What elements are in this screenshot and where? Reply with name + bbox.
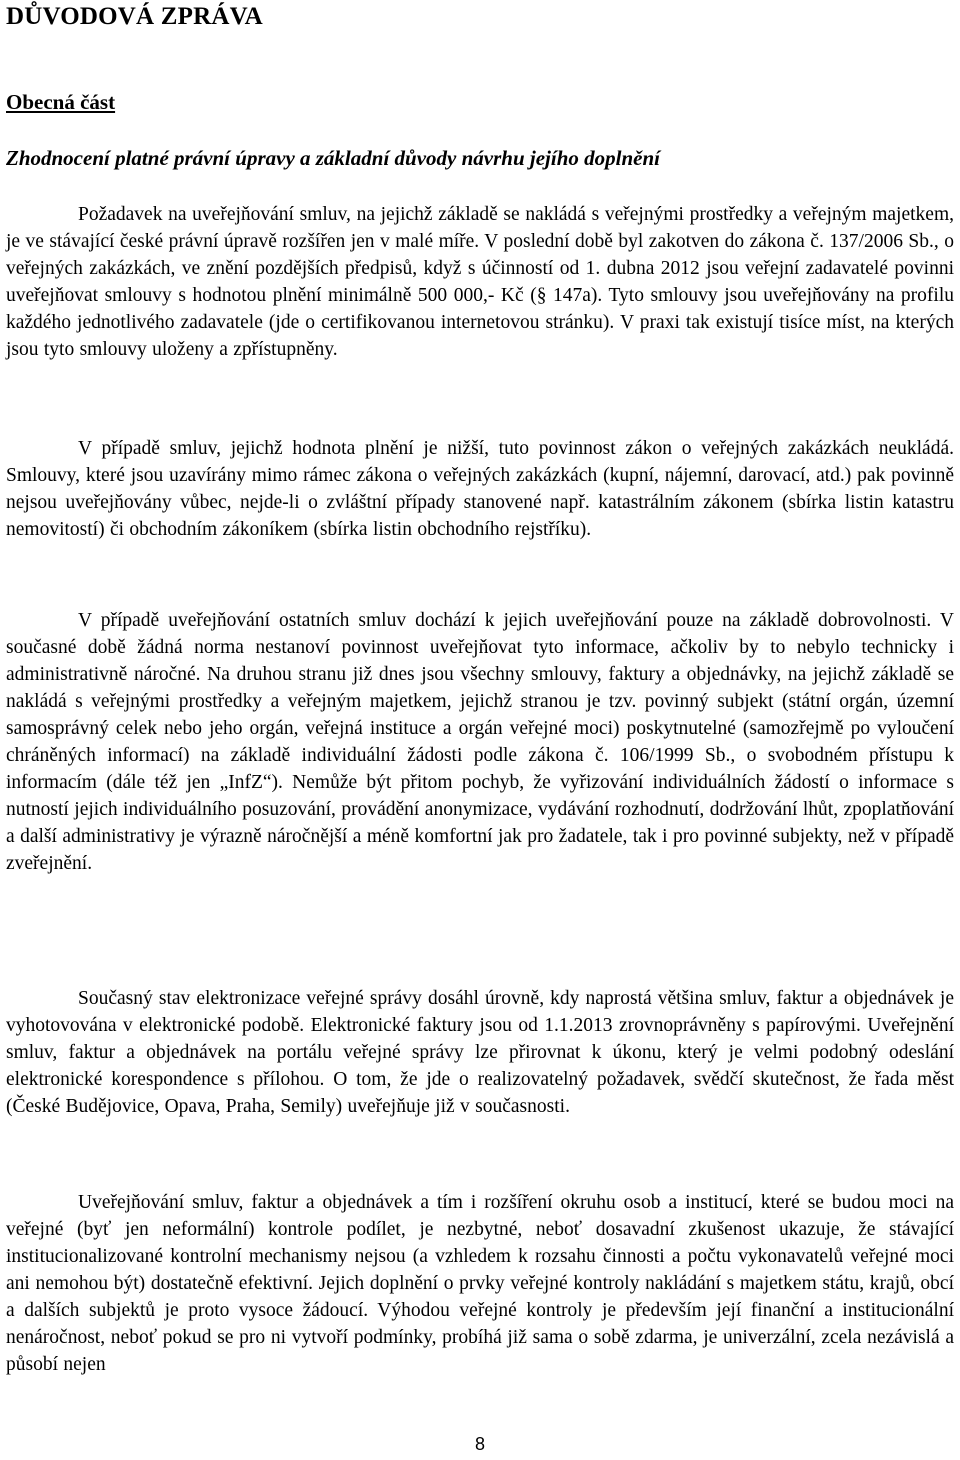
paragraph-4: Současný stav elektronizace veřejné správy dosáhl úrovně, kdy naprostá většina smluv, faktur a objednávek je vyhotovována v elektronické podobě. Elektronické faktury jsou od 1.1.2013 zrovnoprávněny s papírovými. Uveřejnění smluv, faktur a objednávek na portálu veřejné správy lze přirovnat k úkonu, který je velmi podobný odeslání elektronické korespondence s přílohou. O tom, že jde o realizovatelný požadavek, svědčí skutečnost, že řada měst (České Budějovice, Opava, Praha, Semily) uveřejňuje již v současnosti. [6, 988, 954, 1117]
document-title: DŮVODOVÁ ZPRÁVA [6, 3, 263, 30]
page-number: 8 [474, 1434, 485, 1454]
paragraph-1: Požadavek na uveřejňování smluv, na jejichž základě se nakládá s veřejnými prostředky a veřejným majetkem, je ve stávající české právní úpravě rozšířen jen v malé míře. V poslední době byl zakotven do zákona č. 137/2006 Sb., o veřejných zakázkách, ve znění pozdějších předpisů, když s účinností od 1. dubna 2012 jsou veřejní zadavatelé povinni uveřejňovat smlouvy s hodnotou plnění minimálně 500 000,- Kč (§ 147a). Tyto smlouvy jsou uveřejňovány na profilu každého jednotlivého zadavatele (jde o certifikovanou internetovou stránku). V praxi tak existují tisíce míst, na kterých jsou tyto smlouvy uloženy a zpřístupněny. [6, 204, 954, 360]
section-title: Obecná část [6, 90, 116, 114]
paragraph-3: V případě uveřejňování ostatních smluv dochází k jejich uveřejňování pouze na základě dobrovolnosti. V současné době žádná norma nestanoví povinnost uveřejňovat tyto informace, ačkoliv by to nebylo technicky i administrativně náročné. Na druhou stranu již dnes jsou všechny smlouvy, faktury a objednávky, na jejichž základě se nakládá s veřejnými prostředky a veřejným majetkem, jejichž stranou je tzv. povinný subjekt (státní orgán, územní samosprávný celek nebo jeho orgán, veřejná instituce a orgán veřejné moci) poskytnutelné (samozřejmě po vyloučení chráněných informací) na základě individuální žádosti podle zákona č. 106/1999 Sb., o svobodném přístupu k informacím (dále též jen „InfZ“). Nemůže být přitom pochyb, že vyřizování individuálních žádostí o informace s nutností jejich individuálního posuzování, provádění anonymizace, vydávání rozhodnutí, dodržování lhůt, zpoplatňování a další administrativy je výrazně náročnější a méně komfortní jak pro žadatele, tak i pro povinné subjekty, než v případě zveřejnění. [6, 610, 954, 874]
paragraph-5: Uveřejňování smluv, faktur a objednávek a tím i rozšíření okruhu osob a institucí, které se budou moci na veřejné (byť jen neformální) kontrole podílet, je nezbytné, neboť dosavadní zkušenost ukazuje, že stávající institucionalizované kontrolní mechanismy nejsou (a vzhledem k rozsahu činnosti a počtu vykonavatelů veřejné moci ani nemohou být) dostatečně efektivní. Jejich doplnění o prvky veřejné kontroly nakládání s majetkem státu, krajů, obcí a dalších subjektů je proto vysoce žádoucí. Výhodou veřejné kontroly je především její finanční a institucionální nenáročnost, neboť pokud se pro ni vytvoří podmínky, probíhá již sama o sobě zdarma, je univerzální, zcela nezávislá a působí nejen [6, 1192, 954, 1375]
paragraph-2: V případě smluv, jejichž hodnota plnění je nižší, tuto povinnost zákon o veřejných zakázkách neukládá. Smlouvy, které jsou uzavírány mimo rámec zákona o veřejných zakázkách (kupní, nájemní, darovací, atd.) pak povinně nejsou uveřejňovány vůbec, nejde-li o zvláštní případy stanovené např. katastrálním zákonem (sbírka listin katastru nemovitostí) či obchodním zákoníkem (sbírka listin obchodního rejstříku). [6, 438, 954, 540]
subsection-title: Zhodnocení platné právní úpravy a základní důvody návrhu jejího doplnění [6, 146, 660, 170]
